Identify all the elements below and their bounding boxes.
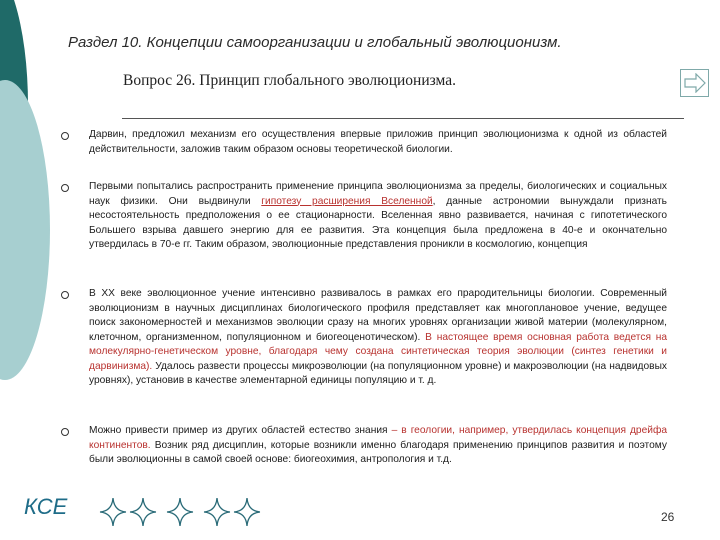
four-point-star-icon [202,496,232,528]
arrow-right-icon [684,73,706,93]
highlight-text: – в геологии, например, утвердилась концепция дрейфа континентов. [89,425,667,451]
four-point-star-icon [98,496,128,528]
section-title: Раздел 10. Концепции самоорганизации и глобальный эволюционизм. [68,34,562,51]
next-slide-button[interactable] [680,69,709,97]
page-number: 26 [661,510,675,524]
bullet-icon [60,183,70,193]
four-point-star-icon [165,496,195,528]
bullet-icon [60,290,70,300]
four-point-star-icon [232,496,262,528]
decorative-light-teal-shape [0,80,50,380]
big-bang-hypothesis-link[interactable]: гипотезу расширения Вселенной [261,195,433,207]
paragraph-4: Можно привести пример из других областей естество знания – в геологии, например, утвердилась концепция дрейфа континентов. Возник ряд дисциплин, которые возникли именно благодаря применению принципов развития и поэтому были эволюционны в самой своей основе: биогеохимия, антропология и т.д. [89,425,667,465]
paragraph-2: Первыми попытались распространить применение принципа эволюционизма за пределы, биологических и социальных наук физики. Они выдвинули гипотезу расширения Вселенной, данные астрономии вынуждали признать несостоятельность предположения о ее стационарности. Вселенная явно развивается, начиная с гипотетического Большего взрыва давшего энергию для ее развития. Эта концепция была предложена в 40-е и окончательно утвердилась в 70-е гг. Таким образом, эволюционные представления проникли в космологию, концепция [89,181,667,250]
paragraph-3: В XX веке эволюционное учение интенсивно развивалось в рамках его прародительницы биологии. Современный эволюционизм в научных дисциплинах биологического профиля представляет как многоплановое учение, ведущее поиск закономерностей и механизмов эволюции сразу на многих уровнях организации живой материи (молекулярном, клеточном, организменном, популяционном и биогеоценотическом). В настоящее время основная работа ведется на молекулярно-генетическом уровне, благодаря чему создана синтетическая теория эволюции (синтез генетики и дарвинизма). Удалось развести процессы микроэволюции (на популяционном уровне) и макроэволюции (на надвидовых уровнях), установив в качестве элементарной единицы популяцию и т. д. [89,288,668,386]
paragraph-1: Дарвин, предложил механизм его осуществления впервые приложив принцип эволюционизма к одной из областей действительности, заложив таким образом основы теоретической биологии. [89,129,667,155]
question-title: Вопрос 26. Принцип глобального эволюционизма. [123,72,456,89]
header-divider [122,118,684,119]
course-logo-text: КСЕ [24,494,68,519]
highlight-text: В настоящее время основная работа ведется на молекулярно-генетическом уровне, благодаря чему создана синтетическая теория эволюции (синтез генетики и дарвинизма). [89,331,668,372]
four-point-star-icon [128,496,158,528]
bullet-icon [60,131,70,141]
bullet-icon [60,427,70,437]
